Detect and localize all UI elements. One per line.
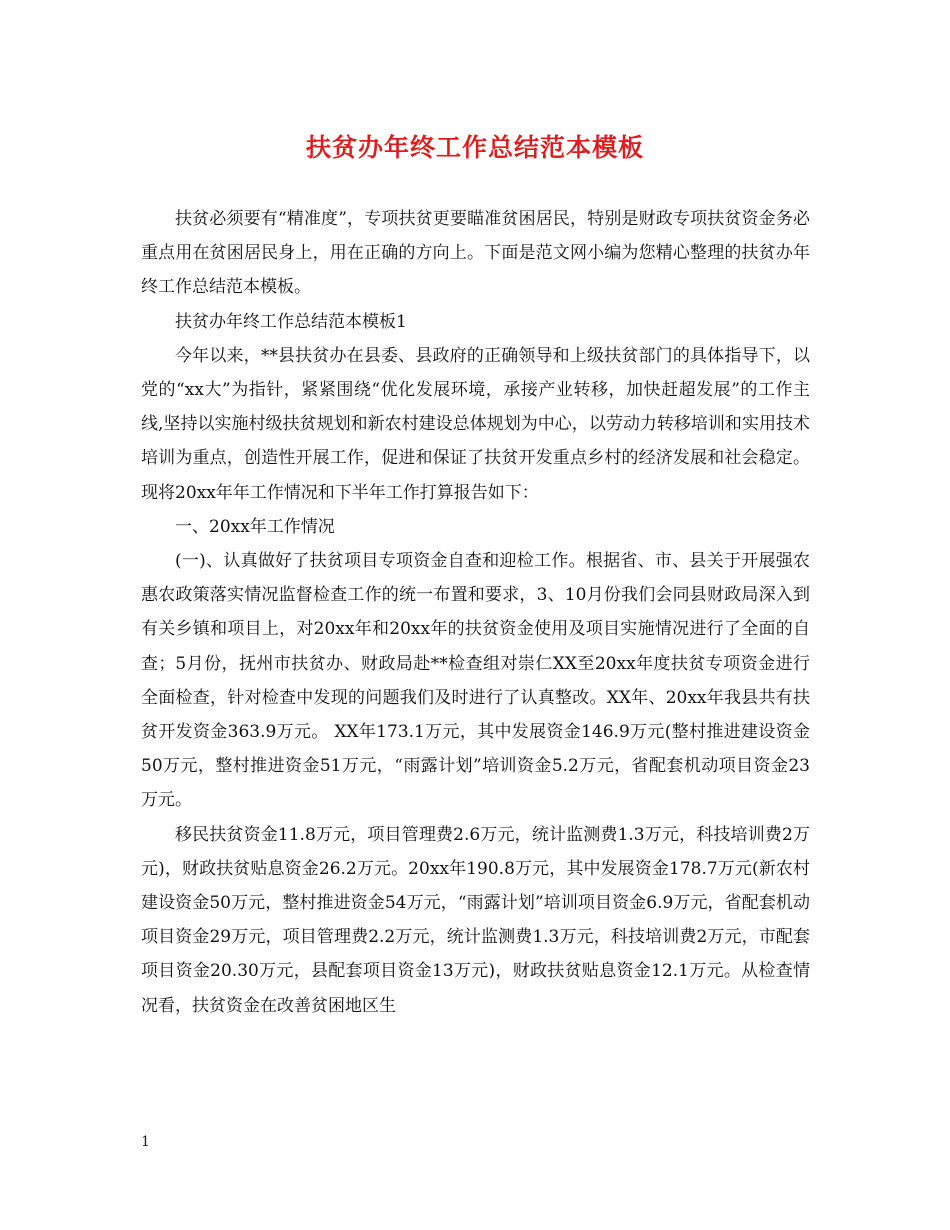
body-paragraph: (一)、认真做好了扶贫项目专项资金自查和迎检工作。根据省、市、县关于开展强农惠农政策落实情况监督检查工作的统一布置和要求，3、10月份我们会同县财政局深入到有关乡镇和项目上，对20xx年和20xx年的扶贫资金使用及项目实施情况进行了全面的自查；5月份，抚州市扶贫办、财政局赴**检查组对崇仁XX至20xx年度扶贫专项资金进行全面检查，针对检查中发现的问题我们及时进行了认真整改。XX年、20xx年我县共有扶贫开发资金363.9万元。 XX年173.1万元，其中发展资金146.9万元(整村推进建设资金50万元，整村推进资金51万元，“雨露计划”培训资金5.2万元，省配套机动项目资金23万元。	[141, 551, 810, 811]
document-body	[141, 202, 810, 1023]
intro-paragraph: 扶贫必须要有“精准度”，专项扶贫更要瞄准贫困居民，特别是财政专项扶贫资金务必重点用在贫困居民身上，用在正确的方向上。下面是范文网小编为您精心整理的扶贫办年终工作总结范本模板。	[141, 209, 810, 298]
section-heading-template-1: 扶贫办年终工作总结范本模板1	[175, 311, 407, 332]
document-title: 扶贫办年终工作总结范本模板	[305, 133, 644, 162]
section-heading-work-status: 一、20xx年工作情况	[175, 516, 335, 537]
page-number: 1	[141, 1134, 150, 1150]
body-paragraph: 移民扶贫资金11.8万元，项目管理费2.6万元，统计监测费1.3万元，科技培训费2万元)，财政扶贫贴息资金26.2万元。20xx年190.8万元，其中发展资金178.7万元(新农村建设资金50万元，整村推进资金54万元，“雨露计划”培训项目资金6.9万元，省配套机动项目资金29万元，项目管理费2.2万元，统计监测费1.3万元，科技培训费2万元，市配套项目资金20.30万元，县配套项目资金13万元)，财政扶贫贴息资金12.1万元。从检查情况看，扶贫资金在改善贫困地区生	[141, 824, 810, 1016]
body-paragraph: 今年以来，**县扶贫办在县委、县政府的正确领导和上级扶贫部门的具体指导下，以党的“xx大”为指针，紧紧围绕“优化发展环境，承接产业转移，加快赶超发展”的工作主线,坚持以实施村级扶贫规划和新农村建设总体规划为中心，以劳动力转移培训和实用技术培训为重点，创造性开展工作，促进和保证了扶贫开发重点乡村的经济发展和社会稳定。现将20xx年年工作情况和下半年工作打算报告如下：	[141, 345, 810, 503]
